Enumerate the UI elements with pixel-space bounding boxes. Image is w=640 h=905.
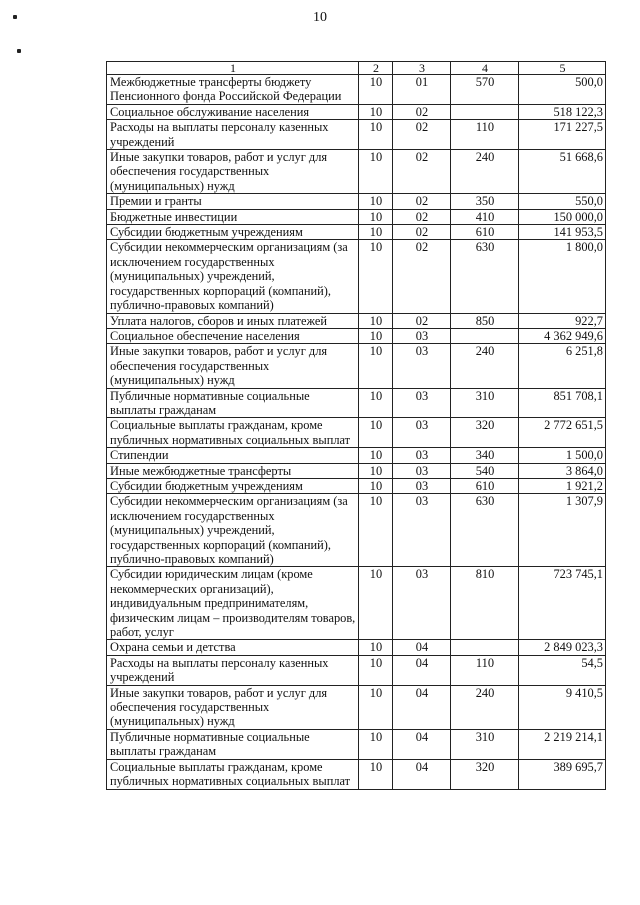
table-row (107, 729, 606, 759)
amount-cell: 141 953,5 (519, 225, 606, 240)
subsection-code-cell: 02 (393, 225, 451, 240)
row-name-cell: Субсидии юридическим лицам (кроме некоммерческих организаций), индивидуальным предпринимателям, физическим лицам – производителям товаров, работ, услуг (107, 567, 359, 640)
section-code-cell: 10 (359, 209, 393, 224)
column-header-3: 3 (393, 62, 451, 75)
amount-cell: 851 708,1 (519, 388, 606, 418)
amount-cell: 54,5 (519, 655, 606, 685)
table-row (107, 240, 606, 313)
row-name-cell: Иные межбюджетные трансферты (107, 463, 359, 478)
section-code-cell: 10 (359, 655, 393, 685)
row-name-cell: Иные закупки товаров, работ и услуг для обеспечения государственных (муниципальных) нужд (107, 344, 359, 388)
subsection-code-cell: 04 (393, 655, 451, 685)
section-code-cell: 10 (359, 194, 393, 209)
expense-type-cell: 570 (451, 75, 519, 105)
table-row (107, 418, 606, 448)
table-row (107, 209, 606, 224)
amount-cell: 1 500,0 (519, 448, 606, 463)
row-name-cell: Охрана семьи и детства (107, 640, 359, 655)
section-code-cell: 10 (359, 567, 393, 640)
table-row (107, 313, 606, 328)
row-name-cell: Субсидии некоммерческим организациям (за исключением государственных (муниципальных) учреждений, государственных корпораций (компаний), публично-правовых компаний) (107, 494, 359, 567)
section-code-cell: 10 (359, 120, 393, 150)
budget-table-body (107, 62, 606, 790)
expense-type-cell: 850 (451, 313, 519, 328)
row-name-cell: Публичные нормативные социальные выплаты гражданам (107, 729, 359, 759)
subsection-code-cell: 03 (393, 478, 451, 493)
expense-type-cell: 240 (451, 685, 519, 729)
expense-type-cell: 610 (451, 478, 519, 493)
row-name-cell: Бюджетные инвестиции (107, 209, 359, 224)
table-row (107, 759, 606, 789)
section-code-cell: 10 (359, 494, 393, 567)
subsection-code-cell: 03 (393, 418, 451, 448)
section-code-cell: 10 (359, 478, 393, 493)
row-name-cell: Социальные выплаты гражданам, кроме публичных нормативных социальных выплат (107, 759, 359, 789)
section-code-cell: 10 (359, 463, 393, 478)
section-code-cell: 10 (359, 313, 393, 328)
section-code-cell: 10 (359, 225, 393, 240)
row-name-cell: Социальное обеспечение населения (107, 328, 359, 343)
section-code-cell: 10 (359, 104, 393, 119)
expense-type-cell: 340 (451, 448, 519, 463)
subsection-code-cell: 04 (393, 759, 451, 789)
expense-type-cell: 540 (451, 463, 519, 478)
table-row (107, 344, 606, 388)
table-row (107, 225, 606, 240)
subsection-code-cell: 03 (393, 328, 451, 343)
expense-type-cell (451, 104, 519, 119)
section-code-cell: 10 (359, 75, 393, 105)
row-name-cell: Публичные нормативные социальные выплаты гражданам (107, 388, 359, 418)
expense-type-cell: 240 (451, 344, 519, 388)
subsection-code-cell: 03 (393, 344, 451, 388)
subsection-code-cell: 04 (393, 685, 451, 729)
row-name-cell: Расходы на выплаты персоналу казенных учреждений (107, 655, 359, 685)
row-name-cell: Социальное обслуживание населения (107, 104, 359, 119)
amount-cell: 550,0 (519, 194, 606, 209)
table-row (107, 328, 606, 343)
table-row (107, 448, 606, 463)
expense-type-cell: 350 (451, 194, 519, 209)
amount-cell: 922,7 (519, 313, 606, 328)
row-name-cell: Расходы на выплаты персоналу казенных учреждений (107, 120, 359, 150)
section-code-cell: 10 (359, 448, 393, 463)
table-row (107, 104, 606, 119)
section-code-cell: 10 (359, 328, 393, 343)
row-name-cell: Иные закупки товаров, работ и услуг для обеспечения государственных (муниципальных) нужд (107, 685, 359, 729)
row-name-cell: Субсидии бюджетным учреждениям (107, 225, 359, 240)
section-code-cell: 10 (359, 388, 393, 418)
section-code-cell: 10 (359, 640, 393, 655)
section-code-cell: 10 (359, 150, 393, 194)
amount-cell: 723 745,1 (519, 567, 606, 640)
section-code-cell: 10 (359, 240, 393, 313)
table-row (107, 194, 606, 209)
subsection-code-cell: 02 (393, 209, 451, 224)
expense-type-cell: 240 (451, 150, 519, 194)
table-row (107, 685, 606, 729)
expense-type-cell: 110 (451, 655, 519, 685)
expense-type-cell: 630 (451, 494, 519, 567)
table-row (107, 150, 606, 194)
subsection-code-cell: 02 (393, 150, 451, 194)
row-name-cell: Социальные выплаты гражданам, кроме публичных нормативных социальных выплат (107, 418, 359, 448)
scan-mark (13, 15, 17, 19)
table-row (107, 120, 606, 150)
column-header-5: 5 (519, 62, 606, 75)
column-header-2: 2 (359, 62, 393, 75)
amount-cell: 171 227,5 (519, 120, 606, 150)
row-name-cell: Стипендии (107, 448, 359, 463)
subsection-code-cell: 04 (393, 729, 451, 759)
subsection-code-cell: 03 (393, 388, 451, 418)
section-code-cell: 10 (359, 685, 393, 729)
amount-cell: 9 410,5 (519, 685, 606, 729)
amount-cell: 1 800,0 (519, 240, 606, 313)
subsection-code-cell: 03 (393, 567, 451, 640)
amount-cell: 500,0 (519, 75, 606, 105)
subsection-code-cell: 02 (393, 194, 451, 209)
subsection-code-cell: 02 (393, 104, 451, 119)
expense-type-cell: 810 (451, 567, 519, 640)
amount-cell: 2 219 214,1 (519, 729, 606, 759)
table-row (107, 75, 606, 105)
row-name-cell: Уплата налогов, сборов и иных платежей (107, 313, 359, 328)
budget-table (106, 61, 606, 790)
expense-type-cell: 610 (451, 225, 519, 240)
column-header-1: 1 (107, 62, 359, 75)
section-code-cell: 10 (359, 344, 393, 388)
scan-mark (17, 49, 21, 53)
row-name-cell: Межбюджетные трансферты бюджету Пенсионного фонда Российской Федерации (107, 75, 359, 105)
page-number: 10 (313, 10, 327, 25)
table-row (107, 388, 606, 418)
amount-cell: 3 864,0 (519, 463, 606, 478)
subsection-code-cell: 04 (393, 640, 451, 655)
expense-type-cell: 320 (451, 418, 519, 448)
subsection-code-cell: 02 (393, 313, 451, 328)
column-header-4: 4 (451, 62, 519, 75)
amount-cell: 6 251,8 (519, 344, 606, 388)
section-code-cell: 10 (359, 759, 393, 789)
table-row (107, 655, 606, 685)
amount-cell: 1 921,2 (519, 478, 606, 493)
table-header-row (107, 62, 606, 75)
section-code-cell: 10 (359, 729, 393, 759)
expense-type-cell: 410 (451, 209, 519, 224)
expense-type-cell: 110 (451, 120, 519, 150)
amount-cell: 389 695,7 (519, 759, 606, 789)
row-name-cell: Субсидии некоммерческим организациям (за исключением государственных (муниципальных) учреждений, государственных корпораций (компаний), публично-правовых компаний) (107, 240, 359, 313)
amount-cell: 1 307,9 (519, 494, 606, 567)
table-row (107, 494, 606, 567)
amount-cell: 2 849 023,3 (519, 640, 606, 655)
expense-type-cell (451, 640, 519, 655)
expense-type-cell: 630 (451, 240, 519, 313)
section-code-cell: 10 (359, 418, 393, 448)
amount-cell: 150 000,0 (519, 209, 606, 224)
expense-type-cell: 310 (451, 729, 519, 759)
subsection-code-cell: 03 (393, 448, 451, 463)
expense-type-cell (451, 328, 519, 343)
expense-type-cell: 310 (451, 388, 519, 418)
table-row (107, 478, 606, 493)
row-name-cell: Иные закупки товаров, работ и услуг для обеспечения государственных (муниципальных) нужд (107, 150, 359, 194)
amount-cell: 4 362 949,6 (519, 328, 606, 343)
subsection-code-cell: 02 (393, 120, 451, 150)
amount-cell: 51 668,6 (519, 150, 606, 194)
subsection-code-cell: 01 (393, 75, 451, 105)
row-name-cell: Субсидии бюджетным учреждениям (107, 478, 359, 493)
table-row (107, 463, 606, 478)
expense-type-cell: 320 (451, 759, 519, 789)
row-name-cell: Премии и гранты (107, 194, 359, 209)
subsection-code-cell: 02 (393, 240, 451, 313)
table-row (107, 640, 606, 655)
subsection-code-cell: 03 (393, 463, 451, 478)
amount-cell: 2 772 651,5 (519, 418, 606, 448)
subsection-code-cell: 03 (393, 494, 451, 567)
table-row (107, 567, 606, 640)
amount-cell: 518 122,3 (519, 104, 606, 119)
